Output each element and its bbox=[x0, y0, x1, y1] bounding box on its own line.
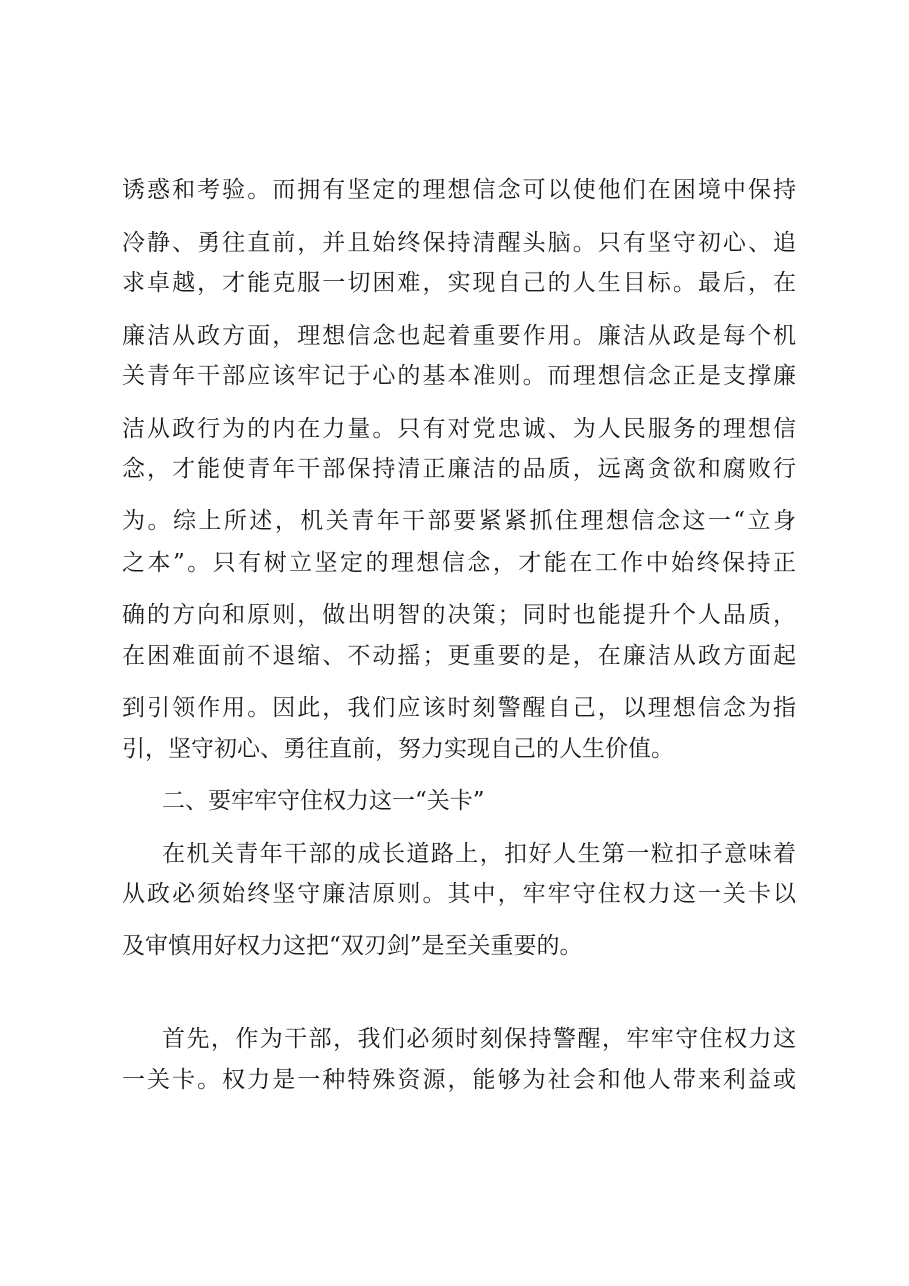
paragraph-line: 洁从政行为的内在力量。只有对党忠诚、为人民服务的理想信 bbox=[122, 416, 796, 442]
paragraph-line: 求卓越，才能克服一切困难，实现自己的人生目标。最后，在 bbox=[122, 270, 796, 296]
paragraph-line: 从政必须始终坚守廉洁原则。其中，牢牢守住权力这一关卡以 bbox=[122, 881, 796, 907]
paragraph-line: 念，才能使青年干部保持清正廉洁的品质，远离贪欲和腐败行 bbox=[122, 456, 796, 482]
paragraph-line: 为。综上所述，机关青年干部要紧紧抓住理想信念这一“立身 bbox=[122, 508, 796, 534]
paragraph-line: 关青年干部应该牢记于心的基本准则。而理想信念正是支撑廉 bbox=[122, 363, 796, 389]
paragraph-line: 确的方向和原则，做出明智的决策；同时也能提升个人品质， bbox=[122, 602, 796, 628]
paragraph-line: 首先，作为干部，我们必须时刻保持警醒，牢牢守住权力这 bbox=[162, 1026, 796, 1052]
paragraph-line: 之本”。只有树立坚定的理想信念，才能在工作中始终保持正 bbox=[122, 550, 796, 576]
paragraph-line: 诱惑和考验。而拥有坚定的理想信念可以使他们在困境中保持 bbox=[122, 177, 796, 203]
paragraph-line: 在机关青年干部的成长道路上，扣好人生第一粒扣子意味着 bbox=[162, 841, 796, 867]
paragraph-line: 廉洁从政方面，理想信念也起着重要作用。廉洁从政是每个机 bbox=[122, 323, 796, 349]
paragraph-line: 引，坚守初心、勇往直前，努力实现自己的人生价值。 bbox=[122, 736, 674, 762]
paragraph-line: 在困难面前不退缩、不动摇；更重要的是，在廉洁从政方面起 bbox=[122, 643, 796, 669]
paragraph-line: 冷静、勇往直前，并且始终保持清醒头脑。只有坚守初心、追 bbox=[122, 230, 796, 256]
paragraph-line: 到引领作用。因此，我们应该时刻警醒自己，以理想信念为指 bbox=[122, 695, 796, 721]
paragraph-line: 及审慎用好权力这把“双刃剑”是至关重要的。 bbox=[122, 933, 583, 959]
paragraph-line: 一关卡。权力是一种特殊资源，能够为社会和他人带来利益或 bbox=[122, 1067, 796, 1093]
section-heading: 二、要牢牢守住权力这一“关卡” bbox=[162, 788, 485, 814]
